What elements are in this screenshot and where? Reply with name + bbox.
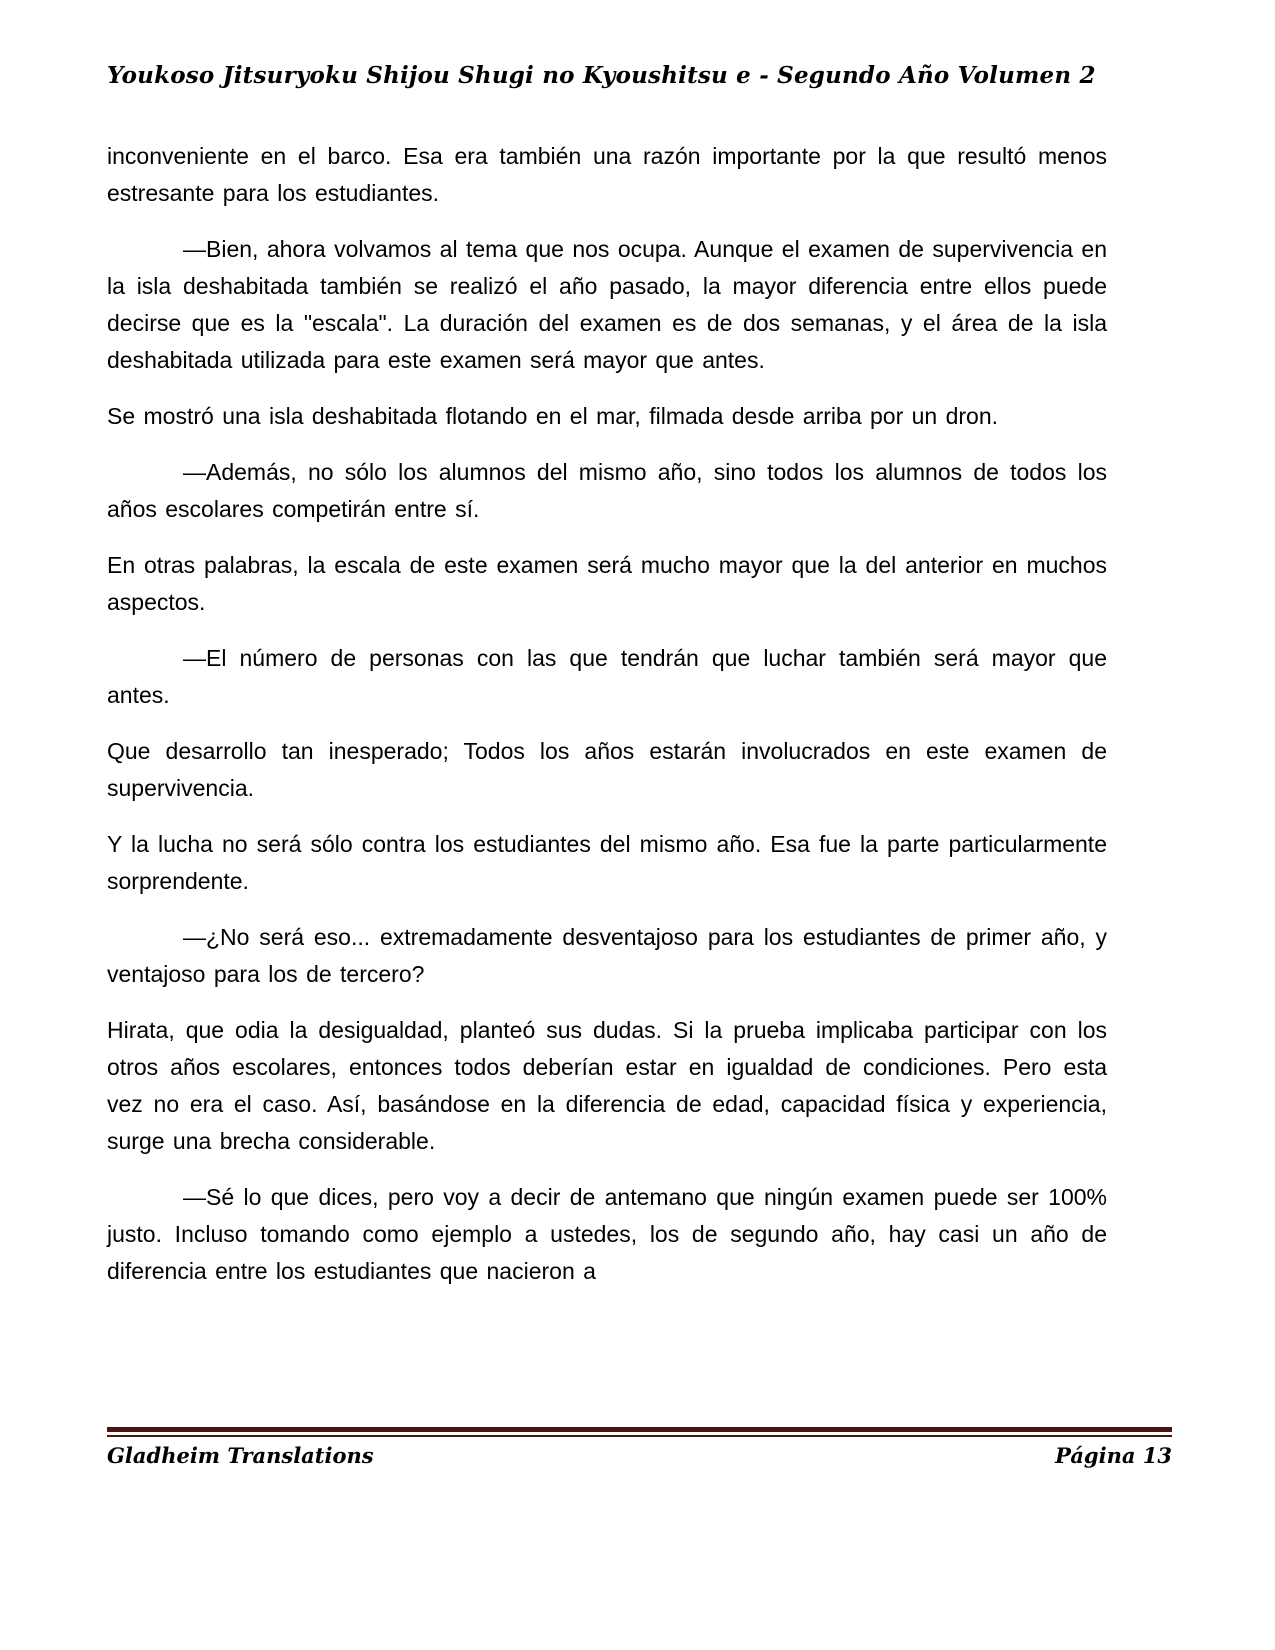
paragraph: Y la lucha no será sólo contra los estudiantes del mismo año. Esa fue la parte particularmente sorprendente. xyxy=(107,831,1107,894)
footer-translator-credit: Gladheim Translations xyxy=(107,1443,374,1468)
page-footer xyxy=(107,1443,1172,1468)
page-header-title: Youkoso Jitsuryoku Shijou Shugi no Kyoushitsu e - Segundo Año Volumen 2 xyxy=(107,62,1096,89)
paragraph: Que desarrollo tan inesperado; Todos los años estarán involucrados en este examen de supervivencia. xyxy=(107,738,1107,801)
paragraph: En otras palabras, la escala de este examen será mucho mayor que la del anterior en muchos aspectos. xyxy=(107,552,1107,615)
paragraph: inconveniente en el barco. Esa era también una razón importante por la que resultó menos estresante para los estudiantes. xyxy=(107,143,1107,206)
paragraph: Se mostró una isla deshabitada flotando en el mar, filmada desde arriba por un dron. xyxy=(107,403,999,429)
paragraph: —Además, no sólo los alumnos del mismo año, sino todos los alumnos de todos los años escolares competirán entre sí. xyxy=(107,459,1107,522)
paragraph: Hirata, que odia la desigualdad, planteó sus dudas. Si la prueba implicaba participar con los otros años escolares, entonces todos deberían estar en igualdad de condiciones. Pero esta vez no era el caso. Así, basándose en la diferencia de edad, capacidad física y experiencia, surge una brecha considerable. xyxy=(107,1017,1107,1154)
footer-page-number: Página 13 xyxy=(1055,1443,1172,1468)
paragraph: —¿No será eso... extremadamente desventajoso para los estudiantes de primer año, y ventajoso para los de tercero? xyxy=(107,924,1107,987)
paragraph: —Bien, ahora volvamos al tema que nos ocupa. Aunque el examen de supervivencia en la isla deshabitada también se realizó el año pasado, la mayor diferencia entre ellos puede decirse que es la "escala". La duración del examen es de dos semanas, y el área de la isla deshabitada utilizada para este examen será mayor que antes. xyxy=(107,236,1107,373)
footer-divider xyxy=(107,1427,1172,1437)
paragraph: —El número de personas con las que tendrán que luchar también será mayor que antes. xyxy=(107,645,1107,708)
body-text xyxy=(107,138,1107,1309)
paragraph: —Sé lo que dices, pero voy a decir de antemano que ningún examen puede ser 100% justo. Incluso tomando como ejemplo a ustedes, los de segundo año, hay casi un año de diferencia entre los estudiantes que nacieron a xyxy=(107,1184,1107,1284)
